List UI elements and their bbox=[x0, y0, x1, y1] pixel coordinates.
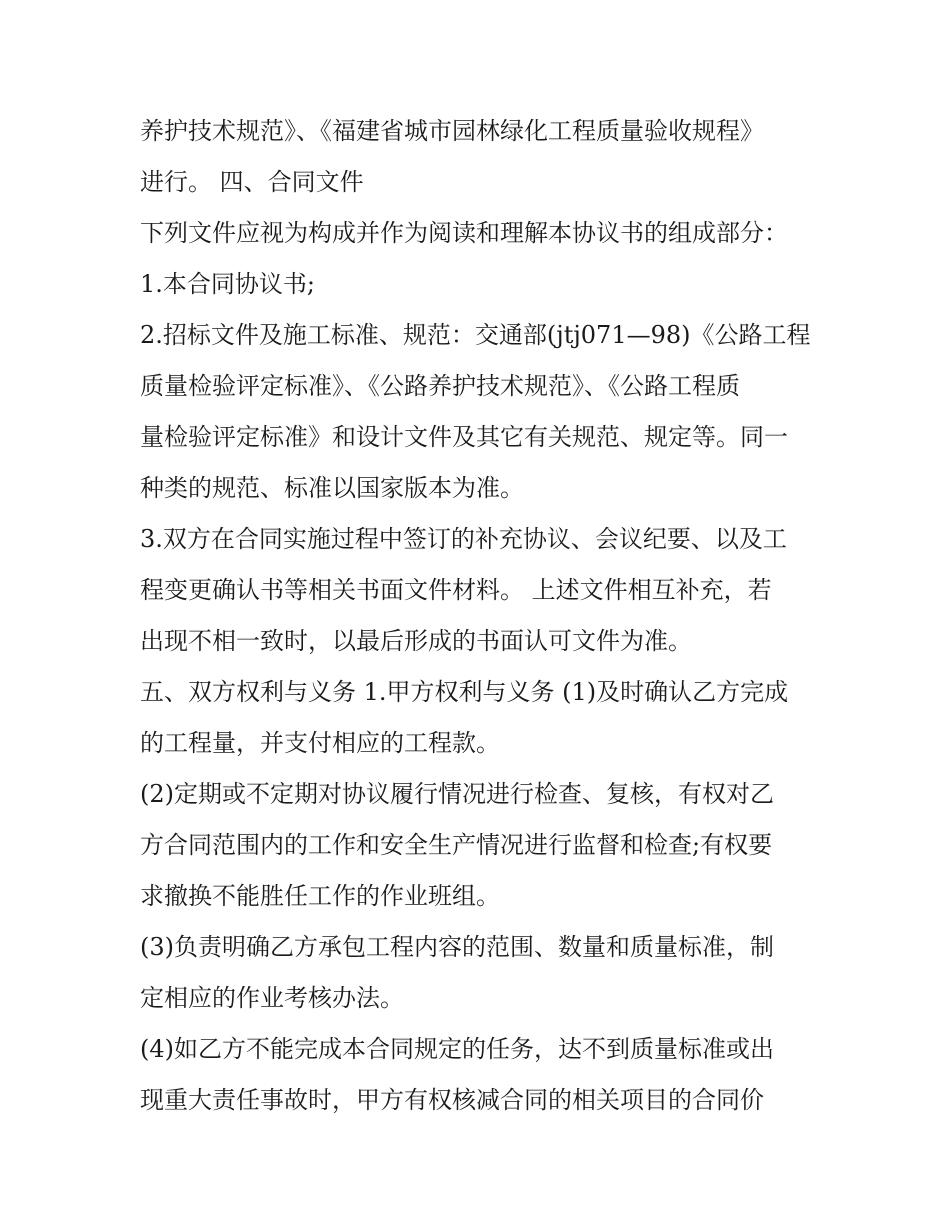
text-line: 出现不相一致时，以最后形成的书面认可文件为准。 bbox=[140, 627, 692, 655]
document-body bbox=[140, 106, 820, 1126]
text-line: 质量检验评定标准》、《公路养护技术规范》、《公路工程质 bbox=[140, 372, 740, 400]
text-line: 量检验评定标准》和设计文件及其它有关规范、规定等。同一 bbox=[140, 423, 788, 451]
text-line: 下列文件应视为构成并作为阅读和理解本协议书的组成部分： bbox=[140, 219, 788, 247]
text-line: 养护技术规范》、《福建省城市园林绿化工程质量验收规程》 bbox=[140, 117, 764, 145]
text-line: 种类的规范、标准以国家版本为准。 bbox=[140, 474, 524, 502]
text-line: 五、双方权利与义务 1.甲方权利与义务 (1)及时确认乙方完成 bbox=[140, 678, 789, 706]
text-line: 现重大责任事故时，甲方有权核减合同的相关项目的合同价 bbox=[140, 1086, 764, 1114]
text-line: 3.双方在合同实施过程中签订的补充协议、会议纪要、以及工 bbox=[140, 525, 787, 553]
text-line: (3)负责明确乙方承包工程内容的范围、数量和质量标准，制 bbox=[140, 933, 774, 961]
text-line: 进行。 四、合同文件 bbox=[140, 168, 364, 196]
text-line: 方合同范围内的工作和安全生产情况进行监督和检查;有权要 bbox=[140, 831, 773, 859]
text-line: 定相应的作业考核办法。 bbox=[140, 984, 404, 1012]
text-line: 的工程量，并支付相应的工程款。 bbox=[140, 729, 500, 757]
text-line: 程变更确认书等相关书面文件材料。 上述文件相互补充，若 bbox=[140, 576, 772, 604]
text-line: (2)定期或不定期对协议履行情况进行检查、复核，有权对乙 bbox=[140, 780, 774, 808]
text-line: (4)如乙方不能完成本合同规定的任务，达不到质量标准或出 bbox=[140, 1035, 774, 1063]
text-line: 求撤换不能胜任工作的作业班组。 bbox=[140, 882, 500, 910]
text-line: 2.招标文件及施工标准、规范：交通部(jtj071—98)《公路工程 bbox=[140, 321, 811, 349]
text-line: 1.本合同协议书; bbox=[140, 270, 315, 298]
